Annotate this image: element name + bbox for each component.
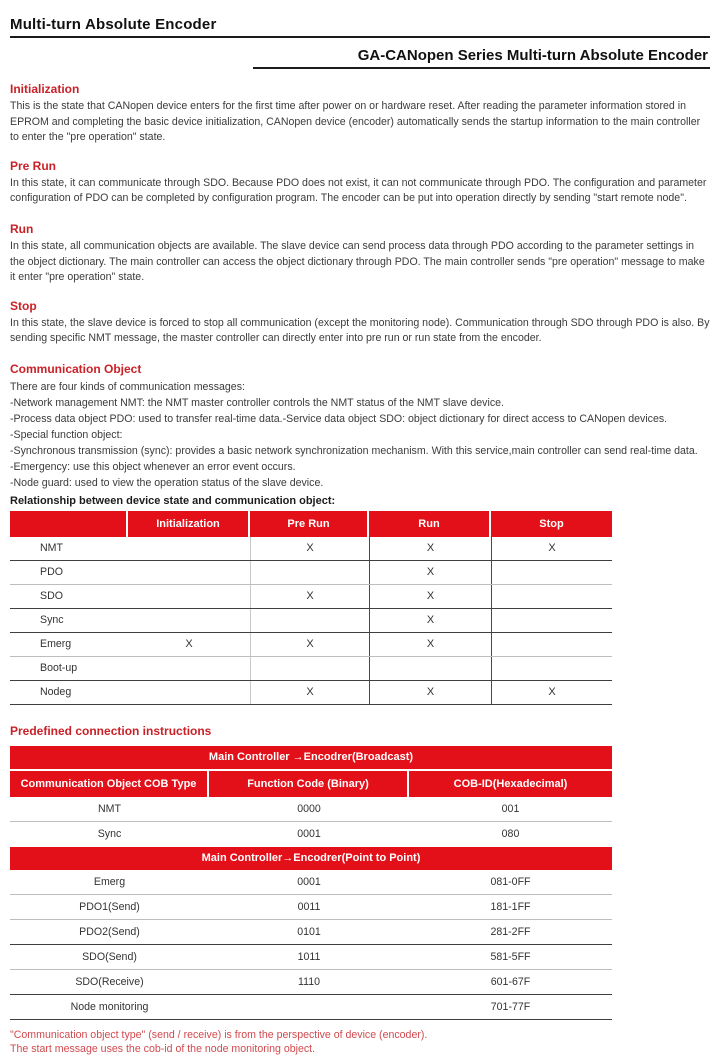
mark-cell: X [369, 633, 491, 656]
state-table-header [10, 511, 612, 537]
connection-table [10, 746, 612, 1020]
state-table-row [10, 657, 612, 681]
header-cell-cob-type: Communication Object COB Type [10, 771, 209, 797]
mark-cell [128, 585, 250, 608]
cob-id-cell: 080 [501, 828, 520, 841]
cob-type-cell: PDO2(Send) [79, 925, 140, 938]
banner-broadcast: Main Controller →Encodrer(Broadcast) [10, 746, 612, 769]
state-table-caption: Relationship between device state and communication object: [10, 494, 336, 507]
state-table-row [10, 633, 612, 657]
section-body-pre-run: In this state, it can communicate through SDO. Because PDO does not exist, it can not communicate through PDO. The configuration and parameter configuration of PDO can be completed by configuration program. The encoder can be put into operation directly by sending "start remote node". [10, 176, 707, 205]
connection-table-header [10, 771, 612, 797]
section-body-stop: In this state, the slave device is forced to stop all communication (except the monitoring node). Communication through SDO through PDO is also. By sending specific NMT message, the master controller can directly enter into pre run or run state from the encoder. [10, 316, 710, 345]
section-heading-communication-object: Communication Object [10, 361, 142, 376]
row-label: Boot-up [40, 662, 78, 675]
connection-heading: Predefined connection instructions [10, 723, 212, 738]
row-label: PDO [40, 566, 63, 579]
cob-id-cell: 701-77F [490, 1000, 531, 1013]
mark-cell: X [250, 633, 369, 656]
section-body-initialization: This is the state that CANopen device enters for the first time after power on or hardware reset. After reading the parameter information stored in EPROM and completing the basic device initialization, CANopen device (encoder) automatically sends the startup information to the main controller to enter the "pre operation" state. [10, 100, 701, 144]
section-heading-run: Run [10, 221, 34, 236]
cob-id-cell: 181-1FF [490, 900, 531, 913]
comm-line: -Process data object PDO: used to transfer real-time data.-Service data object SDO: object dictionary for direct access to CANopen devices. [10, 412, 668, 425]
header-cell-run: Run [369, 511, 491, 537]
state-table-row [10, 537, 612, 561]
connection-row [10, 970, 612, 995]
header-cell-initialization: Initialization [128, 511, 250, 537]
comm-line: There are four kinds of communication messages: [10, 380, 245, 393]
function-code-cell: 0101 [297, 925, 321, 938]
communication-object-list [10, 379, 710, 491]
connection-row [10, 822, 612, 847]
mark-cell [491, 561, 612, 584]
cob-type-cell: PDO1(Send) [79, 900, 140, 913]
footnotes [10, 1028, 710, 1056]
mark-cell: X [369, 681, 491, 704]
mark-cell: X [369, 561, 491, 584]
row-label: Nodeg [40, 686, 72, 699]
mark-cell: X [491, 537, 612, 560]
state-table-row [10, 585, 612, 609]
cob-type-cell: Emerg [93, 875, 126, 888]
cob-type-cell: NMT [98, 802, 121, 815]
comm-line: -Special function object: [10, 428, 123, 441]
state-table-row [10, 609, 612, 633]
footnote-line: "Communication object type" (send / receive) is from the perspective of device (encoder). [10, 1028, 428, 1041]
header-cell-pre-run: Pre Run [250, 511, 369, 537]
section-heading-stop: Stop [10, 298, 37, 313]
title-rule [10, 36, 710, 38]
header-cell-stop: Stop [491, 511, 612, 537]
mark-cell: X [250, 585, 369, 608]
mark-cell [369, 657, 491, 680]
connection-row [10, 895, 612, 920]
page-subtitle: GA-CANopen Series Multi-turn Absolute Encoder [357, 47, 708, 64]
footnote-line: The start message uses the cob-id of the node monitoring object. [10, 1042, 316, 1055]
mark-cell [250, 609, 369, 632]
cob-type-cell: SDO(Send) [82, 950, 137, 963]
mark-cell: X [491, 681, 612, 704]
mark-cell [250, 561, 369, 584]
state-table-row [10, 681, 612, 705]
header-cell-cob-id: COB-ID(Hexadecimal) [409, 771, 612, 797]
comm-line: -Node guard: used to view the operation status of the slave device. [10, 476, 324, 489]
row-label: Emerg [40, 638, 72, 651]
subtitle-rule [253, 67, 710, 69]
comm-line: -Synchronous transmission (sync): provides a basic network synchronization mechanism. With this service,main controller can send real-time data. [10, 444, 698, 457]
mark-cell: X [185, 637, 193, 650]
section-heading-initialization: Initialization [10, 82, 80, 96]
function-code-cell: 1110 [298, 975, 320, 988]
cob-type-cell: SDO(Receive) [75, 975, 144, 988]
cob-type-cell: Node monitoring [70, 1000, 149, 1013]
header-cell-blank [10, 511, 128, 537]
comm-line: -Network management NMT: the NMT master controller controls the NMT status of the NMT slave device. [10, 396, 504, 409]
function-code-cell: 0011 [297, 900, 321, 913]
section-heading-pre-run: Pre Run [10, 158, 57, 173]
mark-cell: X [369, 585, 491, 608]
cob-id-cell: 601-67F [490, 975, 531, 988]
connection-row [10, 870, 612, 895]
mark-cell [491, 633, 612, 656]
mark-cell: X [369, 609, 491, 632]
state-table-row [10, 561, 612, 585]
mark-cell [128, 537, 250, 560]
mark-cell [491, 585, 612, 608]
connection-row [10, 945, 612, 970]
cob-id-cell: 001 [501, 802, 520, 815]
section-body-run: In this state, all communication objects are available. The slave device can send process data through PDO according to the parameter settings in the object dictionary. The main controller can access the object dictionary through PDO. The main controller sends "pre operation" message to make it enter "pre operation" state. [10, 239, 705, 284]
mark-cell: X [250, 537, 369, 560]
page-title: Multi-turn Absolute Encoder [10, 16, 217, 33]
cob-type-cell: Sync [97, 828, 122, 841]
mark-cell [128, 657, 250, 680]
row-label: NMT [40, 542, 63, 555]
cob-id-cell: 281-2FF [490, 925, 531, 938]
comm-line: -Emergency: use this object whenever an error event occurs. [10, 460, 296, 473]
connection-row [10, 797, 612, 822]
connection-row [10, 920, 612, 945]
function-code-cell: 0001 [297, 828, 321, 841]
function-code-cell: 0000 [297, 802, 321, 815]
mark-cell [491, 657, 612, 680]
header-cell-function-code: Function Code (Binary) [209, 771, 409, 797]
mark-cell: X [369, 537, 491, 560]
mark-cell [128, 681, 250, 704]
mark-cell [128, 609, 250, 632]
function-code-cell: 1011 [297, 950, 321, 963]
function-code-cell: 0001 [297, 875, 321, 888]
cob-id-cell: 081-0FF [490, 875, 531, 888]
banner-point-to-point: Main Controller→Encodrer(Point to Point) [10, 847, 612, 870]
state-table [10, 511, 612, 705]
mark-cell [128, 561, 250, 584]
mark-cell [250, 657, 369, 680]
row-label: Sync [40, 614, 64, 627]
mark-cell: X [250, 681, 369, 704]
mark-cell [491, 609, 612, 632]
row-label: SDO [40, 590, 63, 603]
cob-id-cell: 581-5FF [490, 950, 531, 963]
